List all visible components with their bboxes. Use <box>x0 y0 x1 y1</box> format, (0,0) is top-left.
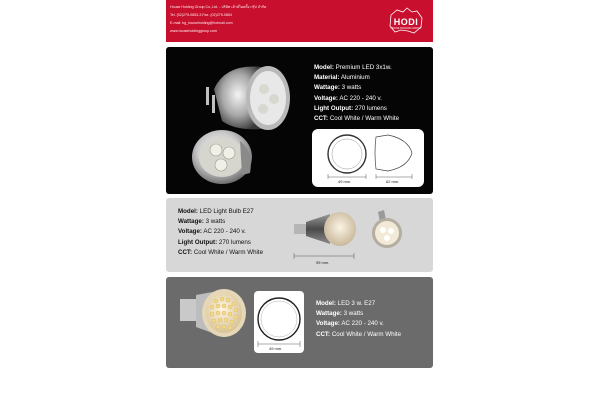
dimension-diameter: 49 mm. <box>338 179 352 184</box>
product-panel-premium-led <box>166 47 433 194</box>
product-panel-led-e27 <box>166 277 433 368</box>
spec-cct: CCT: Cool White / Warm White <box>316 330 402 338</box>
spec-voltage: Voltage: AC 220 - 240 v. <box>178 228 246 236</box>
dimension-diameter: 49 mm. <box>269 346 283 351</box>
spec-model: Model: LED Light Bulb E27 <box>178 208 254 215</box>
company-name: House Holding Group Co.,Ltd. - บริษัท เฮ้าส์โฮลดิ้ง กรุ๊ป จำกัด <box>170 5 267 9</box>
logo-text: HODI <box>393 17 419 27</box>
spec-light-output: Light Output: 270 lumens <box>178 238 251 246</box>
spec-cct: CCT: Cool White / Warm White <box>314 115 400 123</box>
led-bulb-spec-list <box>178 207 263 258</box>
spec-light-output: Light Output: 270 lumens <box>314 104 387 112</box>
spec-material: Material: Aluminium <box>314 74 370 82</box>
led-bulb-image <box>290 198 420 272</box>
premium-led-dimension-drawing <box>312 129 424 187</box>
logo-subtitle: HOUSE HOLDING GROUP <box>390 27 422 30</box>
spec-model: Model: Premium LED 3x1w. <box>314 64 392 71</box>
dimension-length: 95 mm. <box>316 260 330 265</box>
header-banner <box>166 0 433 42</box>
spec-cct: CCT: Cool White / Warm White <box>178 248 264 256</box>
spec-wattage: Wattage: 3 watts <box>316 310 364 318</box>
spec-wattage: Wattage: 3 watts <box>314 84 362 92</box>
led-e27-spec-list <box>316 299 401 340</box>
website-link[interactable]: www.househoidinggroup.com <box>170 29 217 33</box>
premium-led-spec-list <box>314 63 399 124</box>
company-logo <box>387 6 425 36</box>
spec-model: Model: LED 3 w. E27 <box>316 300 376 307</box>
dimension-sketch <box>312 129 424 187</box>
product-panel-led-bulb <box>166 198 433 272</box>
email-line: E-mail: hg_househoiding@hotmail.com <box>170 21 233 25</box>
dimension-length: 62 mm. <box>386 179 400 184</box>
spec-wattage: Wattage: 3 watts <box>178 218 226 226</box>
premium-led-spotlight-image <box>166 47 311 192</box>
spec-voltage: Voltage: AC 220 - 240 v. <box>314 94 382 102</box>
led-e27-dimension-drawing <box>254 291 304 353</box>
contact-line: Tel. (02)279-0853-3 Fax. (02)279-0854 <box>170 13 232 17</box>
spec-voltage: Voltage: AC 220 - 240 v. <box>316 320 384 328</box>
led-e27-spotlight-image <box>172 277 262 367</box>
dimension-sketch <box>254 291 304 353</box>
